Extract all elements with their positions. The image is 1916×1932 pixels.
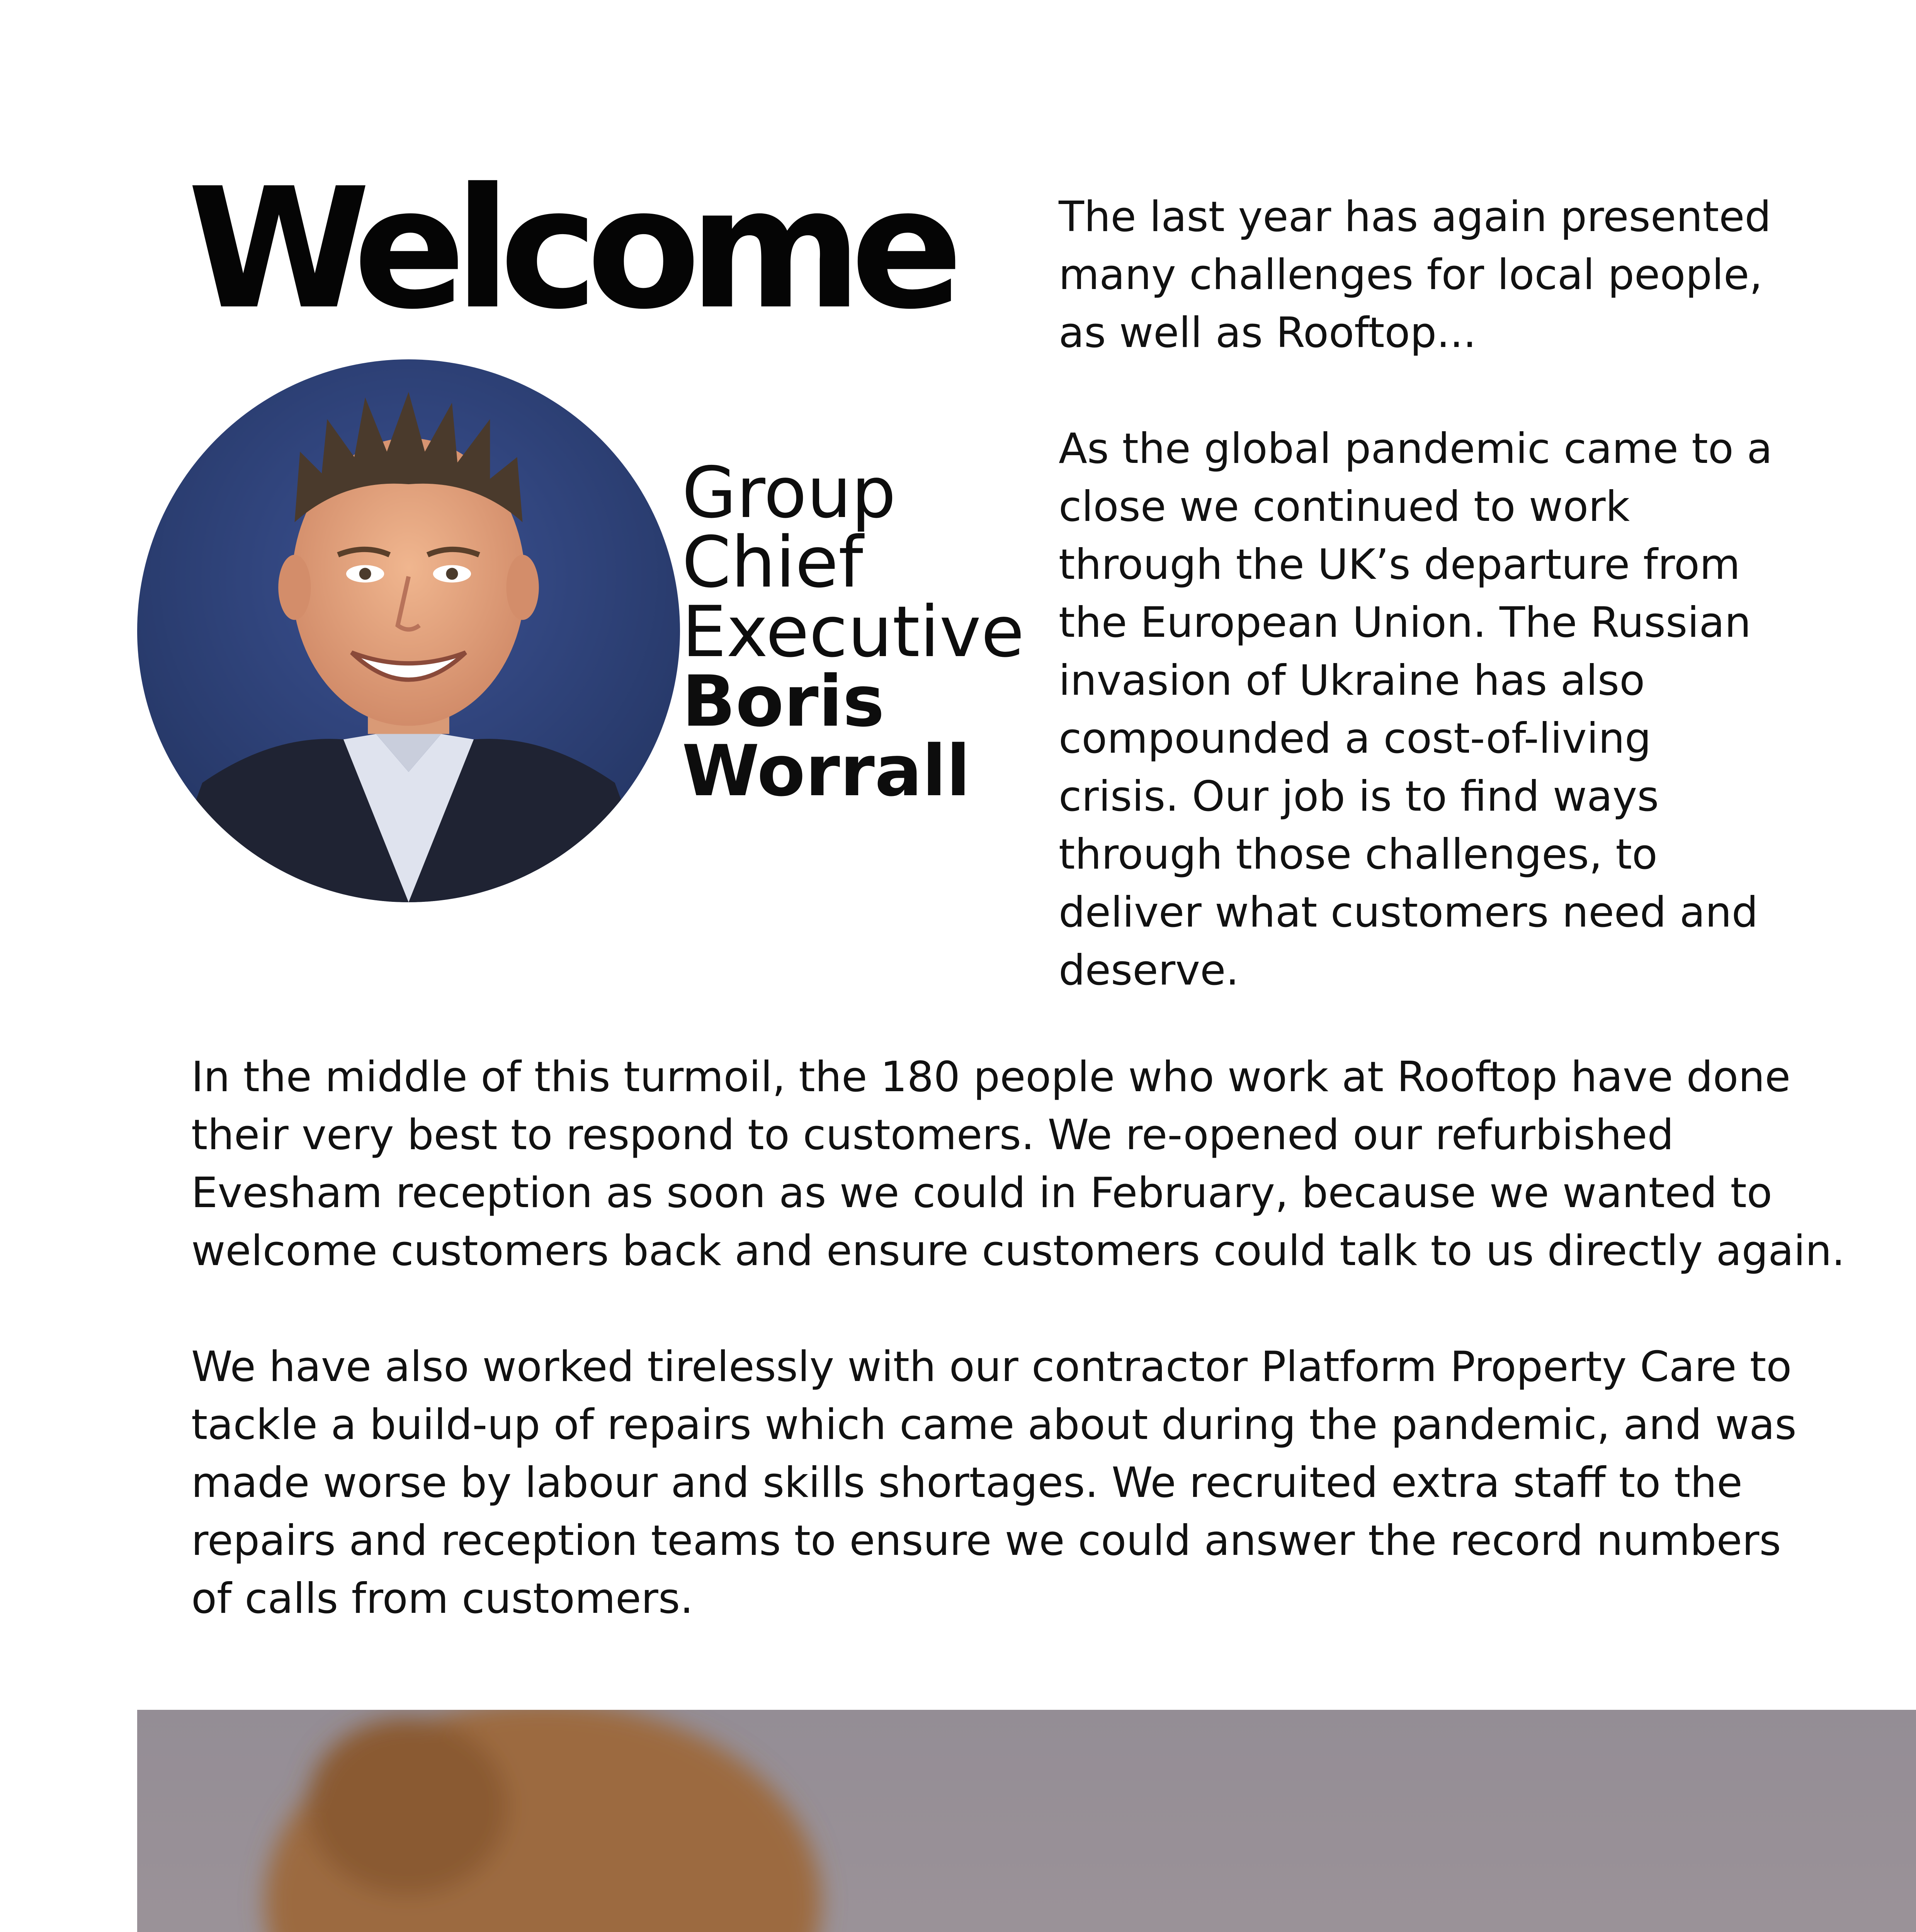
role-line: Executive bbox=[682, 591, 1025, 673]
family-photo-illustration bbox=[137, 1710, 1916, 1932]
role-line: Chief bbox=[682, 521, 864, 603]
text-line: many challenges for local people, bbox=[1059, 251, 1763, 299]
text-line: as well as Rooftop... bbox=[1059, 309, 1477, 357]
body-paragraph-2 bbox=[191, 1338, 1797, 1628]
ceo-title-block bbox=[682, 452, 1030, 812]
text-line: As the global pandemic came to a bbox=[1059, 425, 1773, 473]
intro-paragraph-2 bbox=[1059, 420, 1772, 1000]
portrait-illustration bbox=[137, 359, 680, 902]
ceo-name-line: Boris bbox=[682, 660, 885, 742]
intro-paragraph-1 bbox=[1059, 188, 1771, 362]
text-line: crisis. Our job is to find ways bbox=[1059, 772, 1659, 821]
text-line: deliver what customers need and bbox=[1059, 888, 1758, 937]
ceo-name-line: Worrall bbox=[682, 730, 971, 812]
text-line: the European Union. The Russian bbox=[1059, 599, 1751, 647]
text-line: through those challenges, to bbox=[1059, 830, 1658, 879]
text-line: made worse by labour and skills shortages. We recruited extra staff to the bbox=[191, 1459, 1743, 1507]
family-photo bbox=[137, 1710, 1916, 1932]
text-line: compounded a cost-of-living bbox=[1059, 714, 1651, 763]
text-line: repairs and reception teams to ensure we could answer the record numbers bbox=[191, 1517, 1781, 1565]
body-paragraph-1 bbox=[191, 1048, 1845, 1280]
text-line: close we continued to work bbox=[1059, 483, 1630, 531]
text-line: tackle a build-up of repairs which came about during the pandemic, and was bbox=[191, 1401, 1797, 1449]
text-line: invasion of Ukraine has also bbox=[1059, 656, 1645, 705]
text-line: We have also worked tirelessly with our contractor Platform Property Care to bbox=[191, 1343, 1792, 1391]
text-line: In the middle of this turmoil, the 180 people who work at Rooftop have done bbox=[191, 1053, 1791, 1101]
ceo-portrait-photo bbox=[137, 359, 680, 902]
text-line: through the UK’s departure from bbox=[1059, 541, 1741, 589]
text-line: deserve. bbox=[1059, 946, 1239, 995]
text-line: The last year has again presented bbox=[1059, 193, 1771, 241]
text-line: welcome customers back and ensure customers could talk to us directly again. bbox=[191, 1227, 1845, 1275]
text-line: of calls from customers. bbox=[191, 1575, 694, 1623]
page-title: Welcome bbox=[187, 153, 952, 346]
role-line: Group bbox=[682, 452, 896, 534]
text-line: Evesham reception as soon as we could in February, because we wanted to bbox=[191, 1169, 1772, 1217]
text-line: their very best to respond to customers. We re-opened our refurbished bbox=[191, 1111, 1674, 1159]
